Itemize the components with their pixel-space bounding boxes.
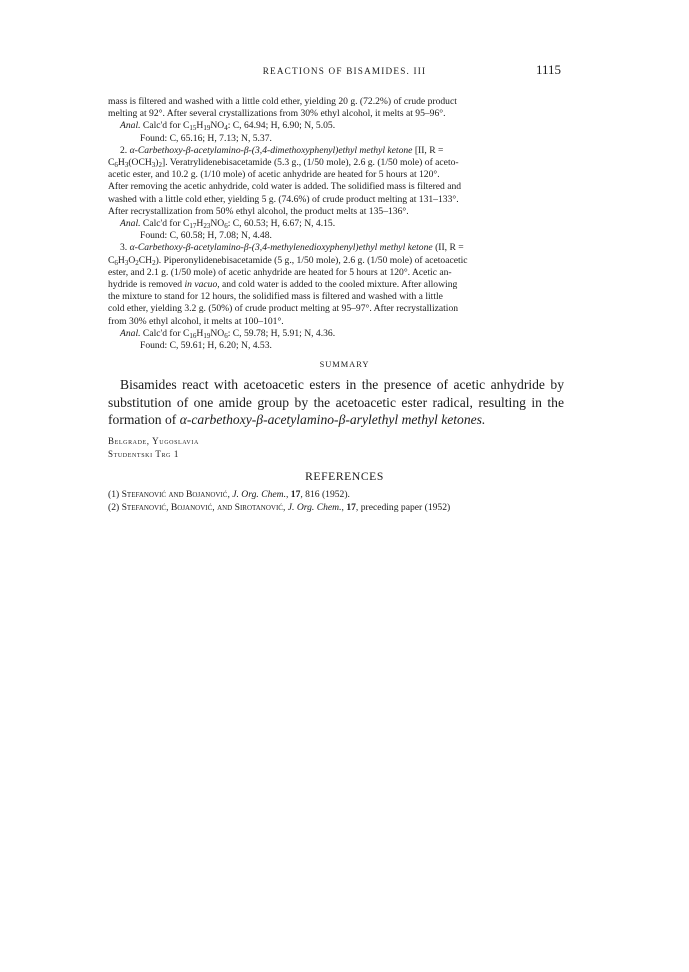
compound-3-heading: 3. α-Carbethoxy-β-acetylamino-β-(3,4-methylenedioxyphenyl)ethyl methyl ketone (II, R = [120, 242, 464, 254]
analysis-found-1: Found: C, 65.16; H, 7.13; N, 5.37. [140, 132, 272, 144]
references-heading: REFERENCES [305, 470, 384, 483]
analysis-calc-3: Anal. Calc'd for $C_{16}H_{19}NO_6$: C, 59.78; H, 5.91; N, 4.36. [120, 327, 336, 340]
text-line: hydride is removed in vacuo, and cold water is added to the cooled mixture. After allowing [108, 279, 458, 291]
text-line: from 30% ethyl alcohol, it melts at 100–101°. [108, 315, 284, 327]
analysis-found-3: Found: C, 59.61; H, 6.20; N, 4.53. [140, 340, 272, 352]
address-street: Studentski Trg 1 [108, 448, 179, 459]
analysis-calc-1: Anal. Calc'd for $C_{15}H_{19}NO_4$: C, 64.94; H, 6.90; N, 5.05. [120, 120, 336, 133]
experimental-text [108, 96, 562, 352]
analysis-found-2: Found: C, 60.58; H, 7.08; N, 4.48. [140, 230, 272, 242]
reference-item: (1) Stefanović and Bojanović, J. Org. Chem., 17, 816 (1952). [108, 489, 350, 500]
summary-heading: SUMMARY [319, 360, 370, 369]
text-line: mass is filtered and washed with a little cold ether, yielding 20 g. (72.2%) of crude product [108, 96, 457, 107]
text-line: washed with a little cold ether, yielding 5 g. (74.6%) of crude product melting at 131–133°. [108, 193, 459, 205]
summary-text: Bisamides react with acetoacetic esters in the presence of acetic anhydride by substitution of one amide group by the acetoacetic ester radical, resulting in the formation of α-carbethoxy-β-acetylamino-β-arylethyl methyl ketones. [108, 377, 564, 428]
text-line: $C_6H_3(OCH_3)_2$]. Veratrylidenebisacetamide (5.3 g., (1/50 mole), 2.6 g. (1/50 mole) of aceto- [108, 157, 459, 170]
author-address [108, 435, 199, 460]
reference-item: (2) Stefanović, Bojanović, and Sirotanović, J. Org. Chem., 17, preceding paper (1952) [108, 501, 451, 513]
text-line: After removing the acetic anhydride, cold water is added. The solidified mass is filtered and [108, 181, 462, 193]
compound-2-heading: 2. α-Carbethoxy-β-acetylamino-β-(3,4-dimethoxyphenyl)ethyl methyl ketone [II, R = [120, 144, 444, 156]
text-line: the mixture to stand for 12 hours, the solidified mass is filtered and washed with a little [108, 291, 443, 303]
analysis-calc-2: Anal. Calc'd for $C_{17}H_{23}NO_6$: C, 60.53; H, 6.67; N, 4.15. [120, 218, 336, 231]
text-line: cold ether, yielding 3.2 g. (50%) of crude product melting at 95–97°. After recrystallization [108, 303, 459, 315]
address-city: Belgrade, Yugoslavia [108, 436, 199, 446]
text-line: acetic ester, and 10.2 g. (1/10 mole) of acetic anhydride are heated for 5 hours at 120°. [108, 169, 440, 181]
text-line: melting at 92°. After several crystallizations from 30% ethyl alcohol, it melts at 95–96°. [108, 108, 446, 120]
page-number: 1115 [535, 62, 561, 77]
text-line: $C_6H_3O_2CH_2$). Piperonylidenebisacetamide (5 g., 1/50 mole), 2.6 g. (1/50 mole) of acetoacetic [108, 254, 468, 267]
text-line: ester, and 2.1 g. (1/50 mole) of acetic anhydride are heated for 5 hours at 120°. Acetic an- [108, 266, 452, 278]
text-line: After recrystallization from 50% ethyl alcohol, the product melts at 135–136°. [108, 205, 409, 217]
running-title: REACTIONS OF BISAMIDES. III [262, 66, 427, 76]
references-list [108, 489, 578, 514]
